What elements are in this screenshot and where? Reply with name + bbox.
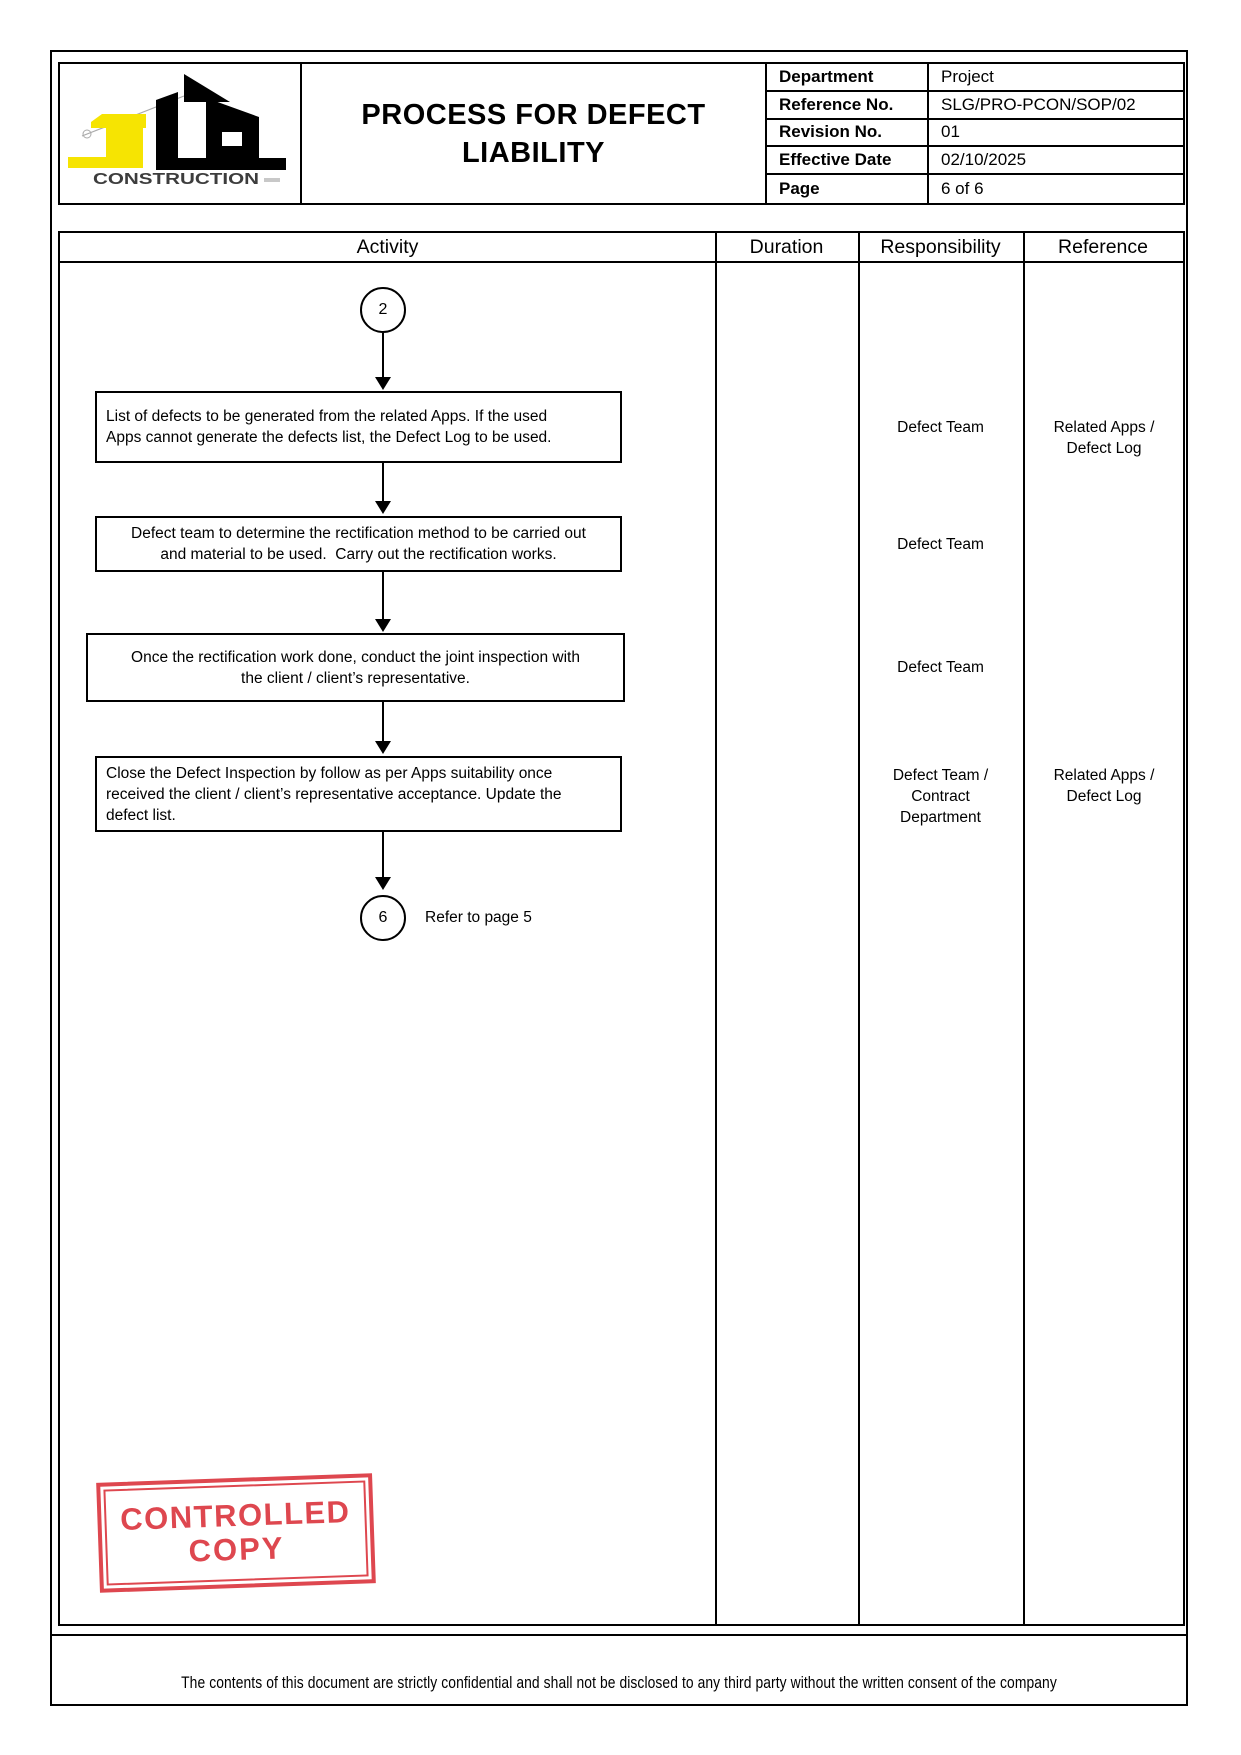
logo-letter-g bbox=[184, 74, 230, 102]
flow-arrow-4-line bbox=[382, 702, 384, 742]
company-logo bbox=[60, 64, 302, 203]
header-table bbox=[58, 62, 1185, 205]
info-label-reference-no: Reference No. bbox=[767, 92, 929, 120]
flow-arrow-3-head bbox=[375, 619, 391, 632]
info-label-department: Department bbox=[767, 64, 929, 92]
flow-start-connector-circle bbox=[360, 287, 406, 333]
flow-arrow-4-head bbox=[375, 741, 391, 754]
flow-arrow-2-line bbox=[382, 463, 384, 502]
controlled-copy-stamp bbox=[96, 1473, 376, 1593]
header-info-table bbox=[767, 64, 1183, 203]
flow-box-4 bbox=[95, 756, 622, 832]
flow-arrow-3-line bbox=[382, 572, 384, 620]
logo-graphic bbox=[62, 70, 298, 198]
flow-box-3-line-2: the client / client’s representative. bbox=[241, 669, 470, 687]
stamp-line-1: CONTROLLED bbox=[119, 1494, 352, 1538]
flow-arrow-1-line bbox=[382, 333, 384, 378]
info-label-effective-date: Effective Date bbox=[767, 147, 929, 175]
refer-to-page-note: Refer to page 5 bbox=[425, 909, 532, 926]
flow-box-4-line-3: defect list. bbox=[106, 806, 176, 824]
responsibility-row-3: Defect Team bbox=[897, 659, 984, 676]
reference-row-4-line-2: Defect Log bbox=[1066, 788, 1142, 805]
info-label-revision-no: Revision No. bbox=[767, 120, 929, 148]
flow-arrow-1-head bbox=[375, 377, 391, 390]
flow-start-connector-number: 2 bbox=[378, 301, 388, 318]
flow-box-2-line-2: and material to be used. Carry out the rectification works. bbox=[160, 546, 557, 563]
column-header-activity: Activity bbox=[356, 235, 419, 258]
responsibility-row-4 bbox=[860, 765, 1021, 828]
responsibility-row-2: Defect Team bbox=[897, 536, 984, 553]
document-title-line-1: PROCESS FOR DEFECT bbox=[361, 98, 706, 131]
reference-row-1-line-2: Defect Log bbox=[1066, 440, 1142, 457]
column-header-duration: Duration bbox=[749, 235, 824, 258]
flow-box-2-line-1: Defect team to determine the rectification method to be carried out bbox=[131, 525, 586, 542]
info-label-page: Page bbox=[767, 175, 929, 203]
flow-box-3 bbox=[86, 633, 625, 702]
info-value-page: 6 of 6 bbox=[941, 179, 984, 199]
responsibility-row-1: Defect Team bbox=[897, 419, 984, 436]
flow-box-4-line-2: received the client / client’s representative acceptance. Update the bbox=[106, 785, 562, 803]
responsibility-row-4-line-2: Contract bbox=[911, 788, 970, 805]
flow-arrow-2-head bbox=[375, 501, 391, 514]
logo-fineprint-mark bbox=[264, 178, 280, 182]
flow-box-4-line-1: Close the Defect Inspection by follow as per Apps suitability once bbox=[106, 764, 553, 782]
flow-box-2 bbox=[95, 516, 622, 572]
flow-box-1-line-1: List of defects to be generated from the related Apps. If the used bbox=[106, 408, 548, 425]
reference-row-4 bbox=[1025, 765, 1183, 807]
column-divider-activity-duration bbox=[715, 233, 717, 1624]
info-value-department: Project bbox=[929, 64, 1183, 92]
reference-row-1-line-1: Related Apps / bbox=[1053, 419, 1155, 436]
reference-row-4-line-1: Related Apps / bbox=[1053, 767, 1155, 784]
flow-end-connector-number: 6 bbox=[378, 909, 388, 926]
info-value-effective-date: 02/10/2025 bbox=[929, 147, 1183, 175]
stamp-line-2: COPY bbox=[188, 1530, 286, 1569]
info-value-reference-no: SLG/PRO-PCON/SOP/02 bbox=[929, 92, 1183, 120]
column-header-responsibility: Responsibility bbox=[880, 235, 1001, 258]
column-header-reference: Reference bbox=[1058, 235, 1148, 258]
controlled-copy-stamp-inner-border bbox=[103, 1480, 368, 1585]
table-header-underline bbox=[60, 261, 1183, 263]
column-divider-duration-responsibility bbox=[858, 233, 860, 1624]
confidentiality-note: The contents of this document are strictly confidential and shall not be disclosed to any third party without the written consent of the company bbox=[181, 1674, 1057, 1692]
document-title bbox=[302, 64, 767, 203]
reference-row-1 bbox=[1025, 417, 1183, 459]
info-value-revision-no: 01 bbox=[929, 120, 1183, 148]
flow-box-3-line-1: Once the rectification work done, conduct the joint inspection with bbox=[131, 648, 580, 666]
footer-divider bbox=[50, 1634, 1188, 1636]
flow-box-1-line-2: Apps cannot generate the defects list, the Defect Log to be used. bbox=[106, 429, 552, 446]
logo-subtitle: CONSTRUCTION bbox=[93, 171, 259, 188]
flow-end-connector-circle bbox=[360, 895, 406, 941]
flow-box-1 bbox=[95, 391, 622, 463]
responsibility-row-4-line-1: Defect Team / bbox=[892, 767, 989, 784]
flow-arrow-5-head bbox=[375, 877, 391, 890]
document-title-line-2: LIABILITY bbox=[461, 136, 606, 169]
flow-arrow-5-line bbox=[382, 832, 384, 878]
responsibility-row-4-line-3: Department bbox=[900, 809, 981, 826]
